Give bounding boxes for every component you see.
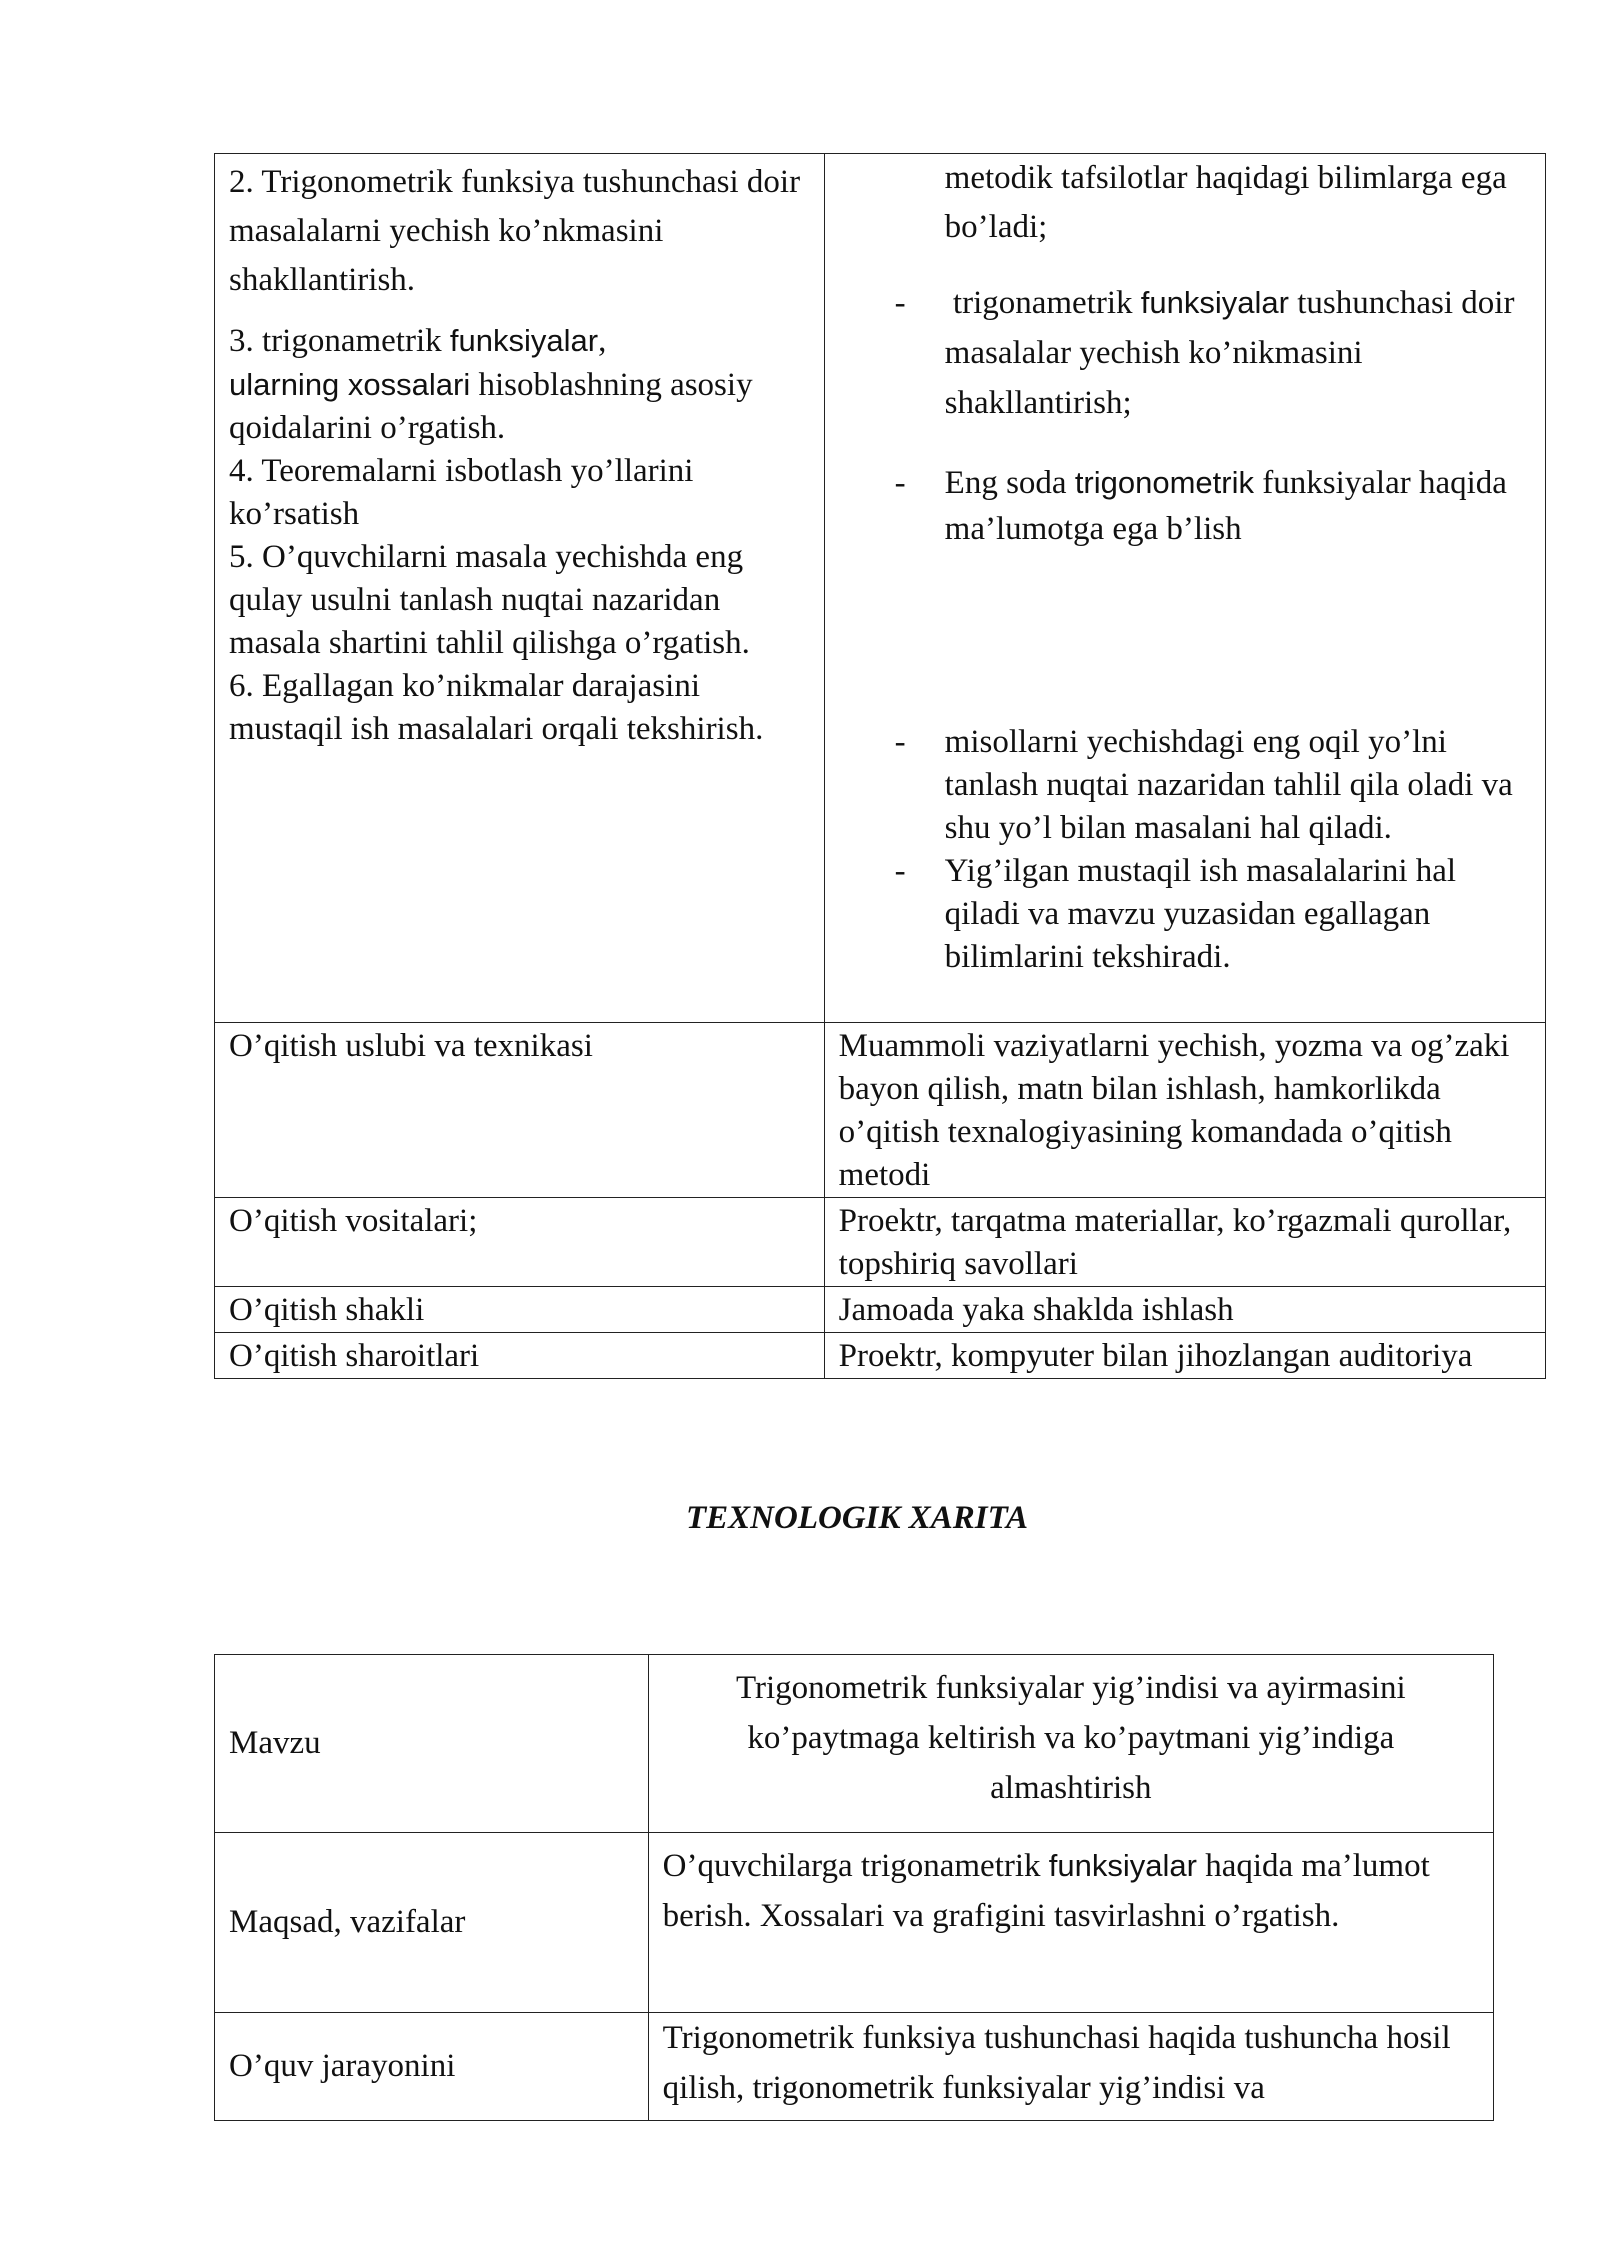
process-row — [215, 2013, 1494, 2121]
method-row — [215, 1023, 1546, 1198]
outcomes-cell — [824, 154, 1545, 1023]
row-label: Maqsad, vazifalar — [215, 1833, 649, 2013]
goal-item: 5. O’quvchilarni masala yechishda eng qulay usulni tanlash nuqtai nazaridan masala shartini tahlil qilishga o’rgatish. — [229, 539, 750, 661]
outcome-text: metodik tafsilotlar haqidagi bilimlarga ega bo’ladi; — [944, 160, 1507, 245]
row-value: O’quvchilarga trigonametrik funksiyalar haqida ma’lumot berish. Xossalari va grafigini tasvirlashni o’rgatish. — [648, 1833, 1493, 2013]
row-value: Jamoada yaka shakldа ishlash — [824, 1287, 1545, 1333]
goal-item: 2. Trigonometrik funksiya tushunchasi doir masalalarni yechish ko’nkmasini shakllantirish. — [229, 164, 801, 298]
tech-map-table — [214, 1654, 1494, 2121]
goal-item: 4. Teoremalarni isbotlash yo’llarini ko’rsatish — [229, 453, 694, 532]
outcome-text: Eng soda trigonometrik funksiyalar haqida ma’lumotga ega b’lish — [944, 465, 1507, 547]
row-value: Muammoli vaziyatlarni yechish, yozma va og’zaki bayon qilish, matn bilan ishlash, hamkorlikda o’qitish texnalogiyasining komandada o’qitish metodi — [824, 1023, 1545, 1198]
goal-item: 6. Egallagan ko’nikmalar darajasini mustaqil ish masalalari orqali tekshirish. — [229, 668, 764, 747]
outcome-item — [835, 460, 1533, 552]
row-value: Trigonometrik funksiya tushunchasi haqida tushuncha hosil qilish, trigonometrik funksiyalar yig’indisi va — [648, 2013, 1493, 2121]
bullet-dash: - — [894, 724, 906, 760]
bullet-dash: - — [894, 853, 906, 889]
outcome-item — [835, 278, 1533, 428]
outcome-text: misollarni yechishdagi eng oqil yo’lni tanlash nuqtai nazaridan tahlil qila oladi va shu yo’l bilan masalani hal qiladi. — [944, 724, 1513, 846]
row-label: Mavzu — [215, 1655, 649, 1833]
conditions-row — [215, 1333, 1546, 1379]
outcome-continued — [835, 154, 1533, 252]
row-value: Proektr, tarqatma materiallar, ko’rgazmali qurollar, topshiriq savollari — [824, 1198, 1545, 1287]
form-row — [215, 1287, 1546, 1333]
row-label: O’qitish uslubi va texnikasi — [215, 1023, 825, 1198]
row-label: O’quv jarayonini — [215, 2013, 649, 2121]
row-value: Trigonometrik funksiyalar yig’indisi va ayirmasini ko’paytmaga keltirish va ko’paytmani yig’indiga almashtirish — [648, 1655, 1493, 1833]
row-value: Proektr, kompyuter bilan jihozlangan auditoriya — [824, 1333, 1545, 1379]
outcome-item — [835, 721, 1533, 850]
outcome-text: trigonametrik funksiyalar tushunchasi doir masalalar yechish ko’nikmasini shakllantirish; — [944, 285, 1515, 421]
goals-row — [215, 154, 1546, 1023]
bullet-dash: - — [894, 285, 906, 321]
outcome-text: Yig’ilgan mustaqil ish masalalarini hal qiladi va mavzu yuzasidan egallagan bilimlarini tekshiradi. — [944, 853, 1457, 975]
row-label: O’qitish shakli — [215, 1287, 825, 1333]
row-label: O’qitish sharoitlari — [215, 1333, 825, 1379]
outcome-item — [835, 850, 1533, 979]
goal-item: 3. trigonametrik funksiyalar, ularning xossalari hisoblashning asosiy qoidalarini o’rgatish. — [229, 323, 753, 446]
topic-row — [215, 1655, 1494, 1833]
goals-row — [215, 1833, 1494, 2013]
row-label: O’qitish vositalari; — [215, 1198, 825, 1287]
tools-row — [215, 1198, 1546, 1287]
bullet-dash: - — [894, 465, 906, 501]
section-title: TEXNOLOGIK XARITA — [686, 1500, 1028, 1536]
lesson-table — [214, 153, 1546, 1379]
goals-cell — [215, 154, 825, 1023]
